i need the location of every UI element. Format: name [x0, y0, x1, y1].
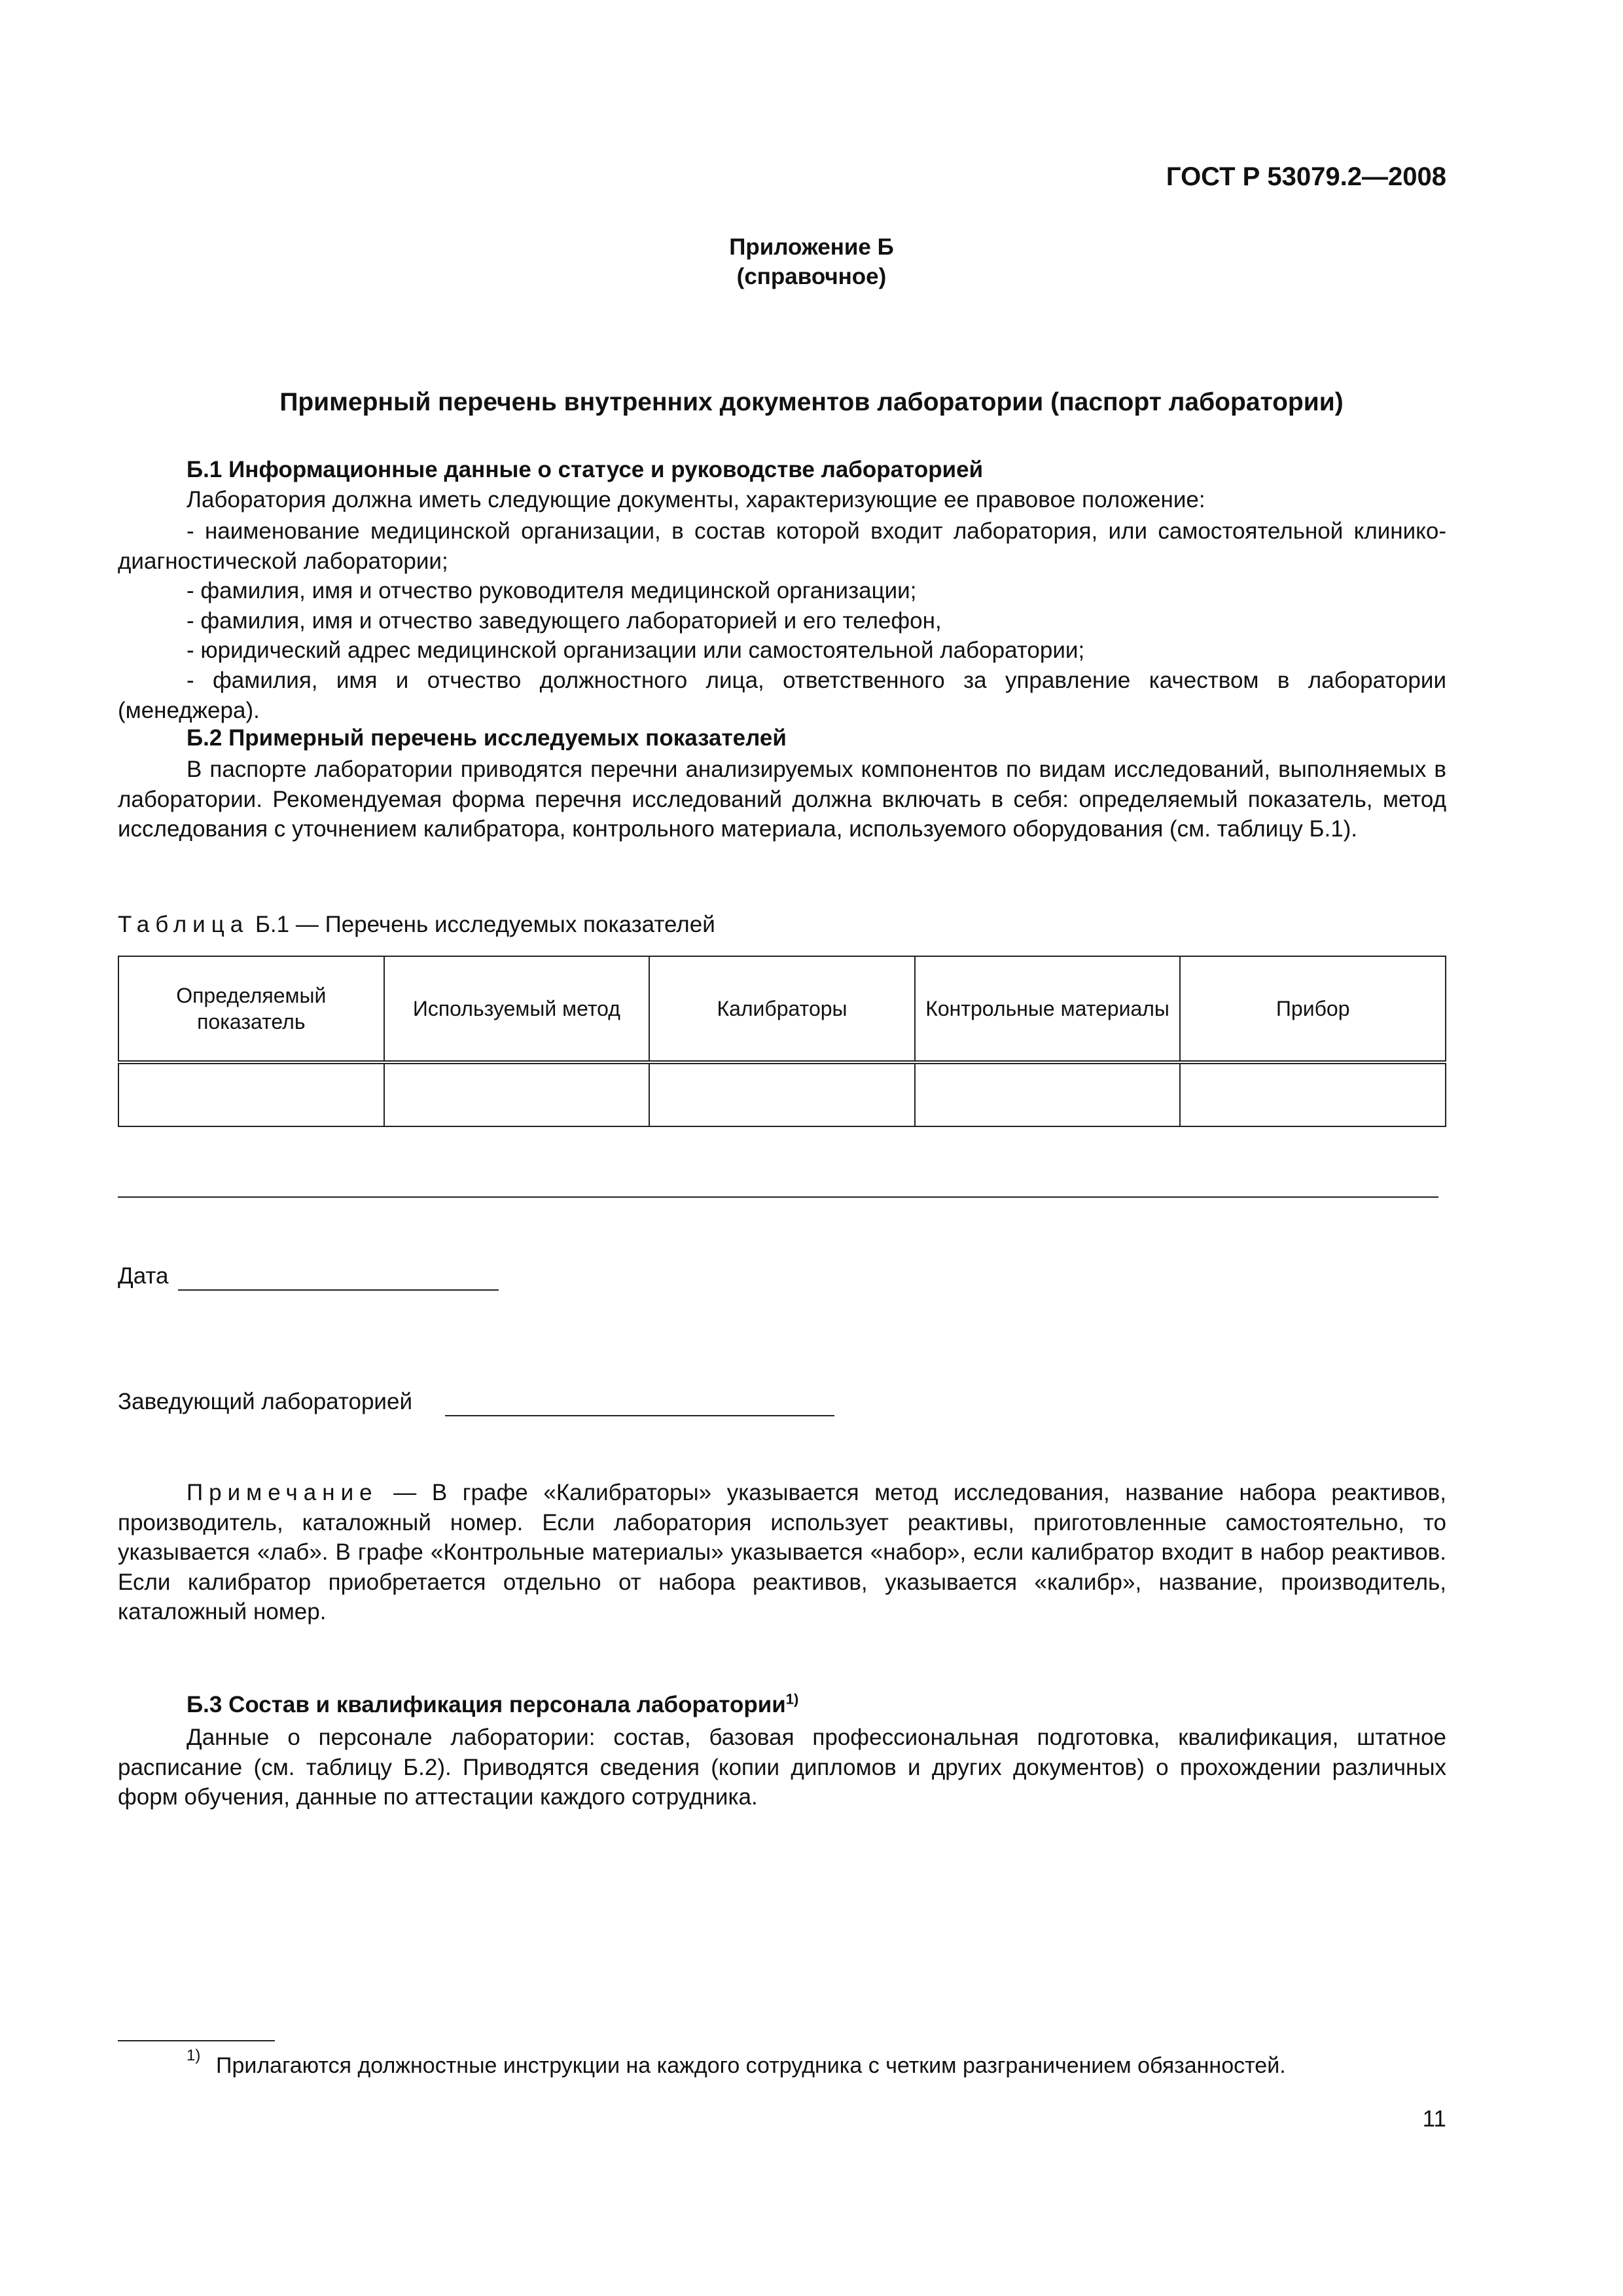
- section-b2-heading: Б.2 Примерный перечень исследуемых показателей: [187, 725, 787, 751]
- note-text: — В графе «Калибраторы» указывается метод исследования, название набора реактивов, производитель, каталожный номер. Если лаборатория использует реактивы, приготовленные самостоятельно, то указывается «лаб». В графе «Контрольные материалы» указывается «набор», если калибратор входит в набор реактивов. Если калибратор приобретается отдельно от набора реактивов, указывается «калибр», название, производитель, каталожный номер.: [118, 1480, 1446, 1624]
- footnote-marker: 1): [187, 2047, 201, 2064]
- table-cell[interactable]: [118, 1062, 384, 1126]
- note-paragraph: [118, 1478, 1446, 1627]
- section-b2-paragraph: В паспорте лаборатории приводятся перечни анализируемых компонентов по видам исследований, выполняемых в лаборатории. Рекомендуемая форма перечня исследований должна включать в себя: определяемый показатель, метод исследования с уточнением калибратора, контрольного материала, используемого оборудования (см. таблицу Б.1).: [118, 757, 1446, 842]
- table-caption-label: Таблица: [118, 912, 249, 937]
- table-header-indicator: Определяемый показатель: [118, 956, 384, 1062]
- table-cell[interactable]: [1180, 1062, 1446, 1126]
- appendix-subtitle: (справочное): [736, 264, 887, 289]
- table-cell[interactable]: [915, 1062, 1181, 1126]
- date-field[interactable]: [178, 1263, 499, 1291]
- note-label: Примечание: [187, 1480, 378, 1505]
- appendix-title: Приложение Б: [729, 234, 894, 260]
- table-cell[interactable]: [384, 1062, 650, 1126]
- horizontal-rule: [118, 1196, 1438, 1198]
- head-signature-field[interactable]: [445, 1389, 834, 1416]
- section-b3-heading: [187, 1692, 798, 1718]
- table-b1: [118, 956, 1446, 1127]
- table-header-method: Используемый метод: [384, 956, 650, 1062]
- main-title: Примерный перечень внутренних документов лаборатории (паспорт лаборатории): [279, 388, 1344, 416]
- table-header-calibrators: Калибраторы: [649, 956, 915, 1062]
- section-b1-item-4: - юридический адрес медицинской организации или самостоятельной лаборатории;: [187, 637, 1085, 663]
- section-b1-heading: Б.1 Информационные данные о статусе и руководстве лабораторией: [187, 457, 984, 482]
- table-caption-text: Б.1 — Перечень исследуемых показателей: [249, 912, 715, 937]
- footnote-ref[interactable]: 1): [785, 1691, 799, 1708]
- section-b3-heading-text: Б.3 Состав и квалификация персонала лаборатории: [187, 1692, 786, 1717]
- table-header-row: [118, 956, 1446, 1062]
- table-cell[interactable]: [649, 1062, 915, 1126]
- section-b1-item-3: - фамилия, имя и отчество заведующего лабораторией и его телефон,: [187, 608, 942, 634]
- footnote-text: Прилагаются должностные инструкции на каждого сотрудника с четким разграничением обязанностей.: [216, 2053, 1286, 2078]
- date-label: Дата: [118, 1263, 169, 1289]
- table-header-device: Прибор: [1180, 956, 1446, 1062]
- head-label: Заведующий лабораторией: [118, 1389, 412, 1414]
- doc-code: ГОСТ Р 53079.2—2008: [1166, 162, 1446, 191]
- table-header-control-materials: Контрольные материалы: [915, 956, 1181, 1062]
- table-b1-caption: [118, 912, 715, 938]
- table-row: [118, 1062, 1446, 1126]
- section-b3-paragraph: Данные о персонале лаборатории: состав, базовая профессиональная подготовка, квалификация, штатное расписание (см. таблицу Б.2). Приводятся сведения (копии дипломов и других документов) о прохождении различных форм обучения, данные по аттестации каждого сотрудника.: [118, 1725, 1446, 1810]
- section-b1-item-2: - фамилия, имя и отчество руководителя медицинской организации;: [187, 578, 917, 603]
- footnote-separator: [118, 2040, 275, 2041]
- section-b1-item-1: - наименование медицинской организации, в состав которой входит лаборатория, или самостоятельной клинико-диагностической лаборатории;: [118, 518, 1446, 574]
- section-b1-item-5: - фамилия, имя и отчество должностного лица, ответственного за управление качеством в лаборатории (менеджера).: [118, 668, 1446, 723]
- page-number: 11: [1422, 2106, 1446, 2132]
- section-b1-intro: Лаборатория должна иметь следующие документы, характеризующие ее правовое положение:: [187, 487, 1205, 512]
